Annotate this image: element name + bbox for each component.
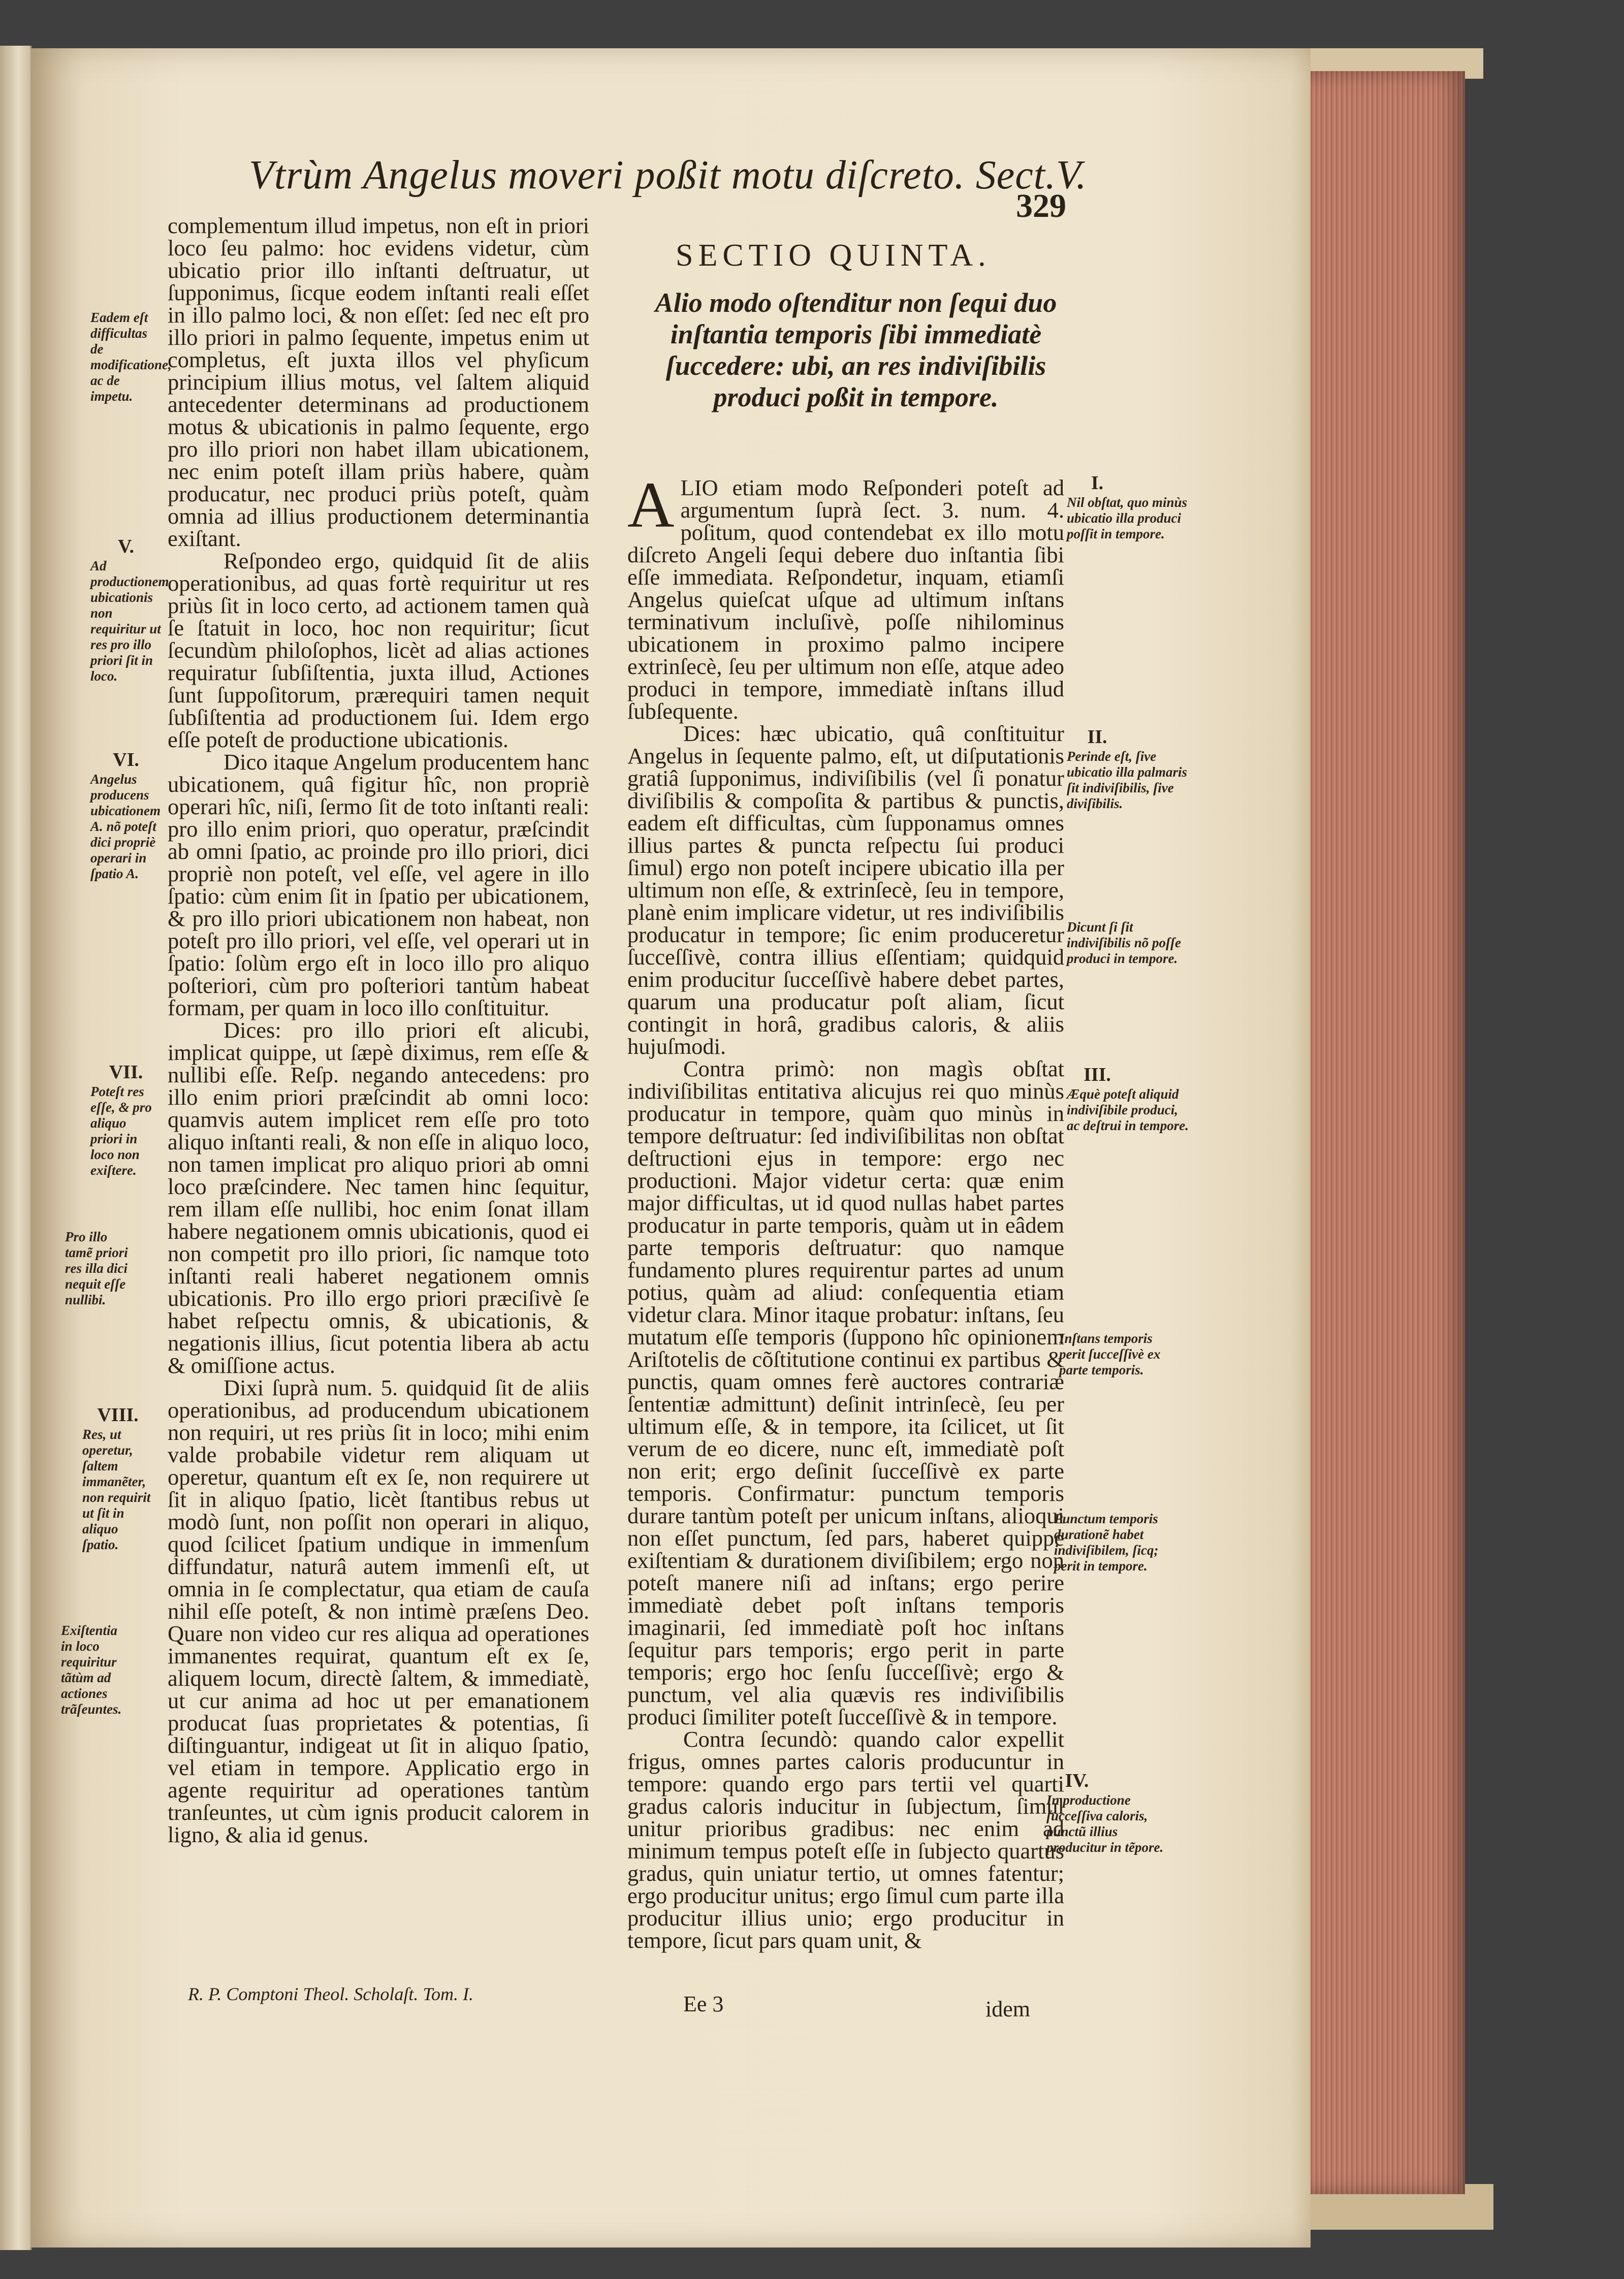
left-marginal-text: Exiſtentia in loco requiritur tãtùm ad actiones trãſeuntes. <box>61 1623 122 1717</box>
left-marginal-number: VII. <box>109 1062 143 1083</box>
right-marginal-note-3 <box>1067 919 1189 967</box>
section-title: SECTIO QUINTA. <box>676 238 991 273</box>
left-marginal-note-3 <box>90 749 162 882</box>
right-marginal-text: Inſtans temporis perit ſucceſſivè ex parte temporis. <box>1059 1331 1161 1377</box>
left-marginal-text: Res, ut operetur, ſaltem immanẽter, non requirit ut ſit in aliquo ſpatio. <box>82 1427 151 1552</box>
running-head: Vtrùm Angelus moveri poßit motu diſcreto. Sect.V. <box>249 153 1087 198</box>
right-marginal-note-7 <box>1046 1770 1168 1855</box>
left-marginal-number: V. <box>117 536 135 557</box>
right-marginal-note-2 <box>1067 726 1189 812</box>
right-paragraph-2: Dices: hæc ubicatio, quâ conſtituitur Angelus in ſequente palmo, eſt, ut diſputationis gratiâ ſupponimus, indiviſibilis (vel ſi ponatur diviſibilis & compoſita & partibus & punctis, eadem eſt difficultas, cùm ſupponamus omnes illius partes & puncta reſpectu ſui produci ſimul) ergo non poteſt incipere ubicatio illa per ultimum non eſſe, & extrinſecè, ſeu in tempore, planè enim implicare videtur, ut res indiviſibilis producatur in tempore; ſic enim produceretur ſucceſſivè, contra illius eſſentiam; quidquid enim producitur ſucceſſivè habere debet partes, quarum una producatur poſt aliam, ſicut contingit in horâ, gradibus caloris, & aliis hujuſmodi. <box>627 721 1064 1059</box>
right-marginal-note-6 <box>1054 1511 1176 1574</box>
left-marginal-number: VIII. <box>97 1404 139 1426</box>
right-marginal-text: Dicunt ſi ſit indiviſibilis nõ poſſe produci in tempore. <box>1067 919 1181 966</box>
left-marginal-note-2 <box>90 536 169 684</box>
left-marginal-text: Angelus producens ubicationem A. nõ poteſt dici propriè operari in ſpatio A. <box>90 772 161 881</box>
right-marginal-note-4 <box>1067 1064 1189 1134</box>
left-paragraph-3: Dico itaque Angelum producentem hanc ubicationem, quâ figitur hîc, non propriè operari hîc, niſi, ſermo ſit de toto inſtanti reali: pro illo enim priori, quo operatur, præſcindit ab omni ſpatio, ac proinde pro illo priori, dici propriè non poteſt, vel eſſe, vel agere in illo ſpatio: cùm enim ſit in ſpatio per ubicationem, & pro illo priori ubicationem non habeat, non poteſt pro illo priori, vel eſſe, vel operari ut in ſpatio: ſolùm ergo eſt in loco illo pro aliquo poſteriori, cùm pro poſteriori tantùm habeat formam, per quam in loco illo conſtituitur. <box>168 749 589 1020</box>
left-marginal-note-7 <box>61 1623 132 1717</box>
right-marginal-note-1 <box>1067 472 1189 542</box>
drop-capital: A <box>627 469 675 541</box>
red-fore-edge <box>1300 71 1465 2194</box>
left-marginal-note-5 <box>65 1229 136 1308</box>
left-marginal-text: Poteſt res eſſe, & pro aliquo priori in loco non exiſtere. <box>90 1084 152 1178</box>
left-marginal-text: Pro illo tamẽ priori res illa dici nequit eſſe nullibi. <box>65 1229 128 1307</box>
catchword: idem <box>985 1997 1030 2021</box>
right-marginal-number: II. <box>1087 726 1107 748</box>
signature-mark: Ee 3 <box>683 1992 724 2016</box>
footer-imprint: R. P. Comptoni Theol. Scholaſt. Tom. I. <box>188 1984 474 2004</box>
right-paragraph-1 <box>627 469 1064 724</box>
left-paragraph-4: Dices: pro illo priori eſt alicubi, implicat quippe, ut ſæpè diximus, rem eſſe & nullibi eſſe. Reſp. negando antecedens: pro illo enim priori præſcindit ab omni loco: quamvis autem implicet rem eſſe pro toto aliquo inſtanti reali, & non eſſe in aliquo loco, non tamen implicat pro aliquo priori ab omni loco præſcindere. Nec tamen hinc ſequitur, rem illam eſſe nullibi, hoc enim ſonat illam habere negationem omnis ubicationis, quod ei non competit pro illo priori, ſic namque toto inſtanti reali haberet negationem omnis ubicationis. Pro illo ergo priori præciſivè ſe habet reſpectu omnis, & ubicationis, & negationis illius, ſicut potentia libera ab actu & omiſſione actus. <box>168 1017 589 1378</box>
right-marginal-number: III. <box>1084 1064 1111 1085</box>
left-marginal-text: Ad productionem ubicationis non requiritur ut res pro illo priori ſit in loco. <box>90 558 169 684</box>
right-marginal-text: Æquè poteſt aliquid indiviſibile produci, ac deſtrui in tempore. <box>1067 1086 1189 1133</box>
left-text-column <box>168 214 589 1846</box>
right-text-column <box>627 469 1064 1953</box>
right-marginal-text: Nil obſtat, quo minùs ubicatio illa produci poſſit in tempore. <box>1067 495 1188 541</box>
left-paragraph-5: Dixi ſuprà num. 5. quidquid ſit de aliis operationibus, ad producendum ubicationem non requiri, ut res priùs ſit in loco; mihi enim valde probabile videtur rem aliquam ut operetur, quantum eſt ex ſe, non requirere ut ſit in aliquo ſpatio, licèt ſtantibus rebus ut modò ſunt, non poſſit non operari in aliquo, quod ſcilicet ſpatium undique in immenſum diffundatur, naturâ autem immenſi eſt, ut omnia in ſe complectatur, qua etiam de cauſa nihil eſſe poteſt, & non intimè præſens Deo. Quare non video cur res aliqua ad operationes immanentes requirat, quantum eſt ex ſe, aliquem locum, directè ſaltem, & immediatè, ut cur anima ad hoc ut per emanationem producat ſuas proprietates & potentias, ſi diſtinguantur, indigeat ut ſit in aliquo ſpatio, vel etiam in tempore. Applicatio ergo in agente requiritur ad operationes tantùm tranſeuntes, ut cùm ignis producit calorem in ligno, & alia id genus. <box>168 1375 589 1847</box>
left-marginal-text: Eadem eſt difficultas de modificatione, ac de impetu. <box>90 310 172 404</box>
section-subtitle: Alio modo oſtenditur non ſequi duo inſtantia temporis ſibi immediatè ſuccedere: ubi, an res indiviſibilis produci poßit in tempore. <box>655 287 1057 412</box>
right-marginal-number: IV. <box>1065 1770 1089 1791</box>
left-paragraph-1: complementum illud impetus, non eſt in priori loco ſeu palmo: hoc evidens videtur, cùm ubicatio prior illo inſtanti deſtruatur, ut ſupponimus, ſicque eodem inſtanti reali eſſet in illo palmo loci, & non eſſet: ſed nec eſt pro illo priori in palmo ſequente, impetus enim ut completus, eſt juxta illos vel phyſicum principium illius motus, vel ſaltem aliquid antecedenter determinans ad productionem motus & ubicationis in palmo ſequente, ergo pro illo priori non habet illam ubicationem, nec enim poteſt illam priùs habere, quàm producatur, nec produci priùs poteſt, quàm omnia ad illius productionem determinantia exiſtant. <box>168 213 589 551</box>
right-marginal-note-5 <box>1059 1331 1181 1378</box>
right-paragraph-3: Contra primò: non magìs obſtat indiviſibilitas entitativa alicujus rei quo minùs producatur in tempore, quàm quo minùs in tempore deſtruatur: ſed indiviſibilitas non obſtat deſtructioni ejus in tempore: ergo nec productioni. Major videtur certa: quæ enim major difficultas, ut id quod nullas habet partes producatur in parte temporis, quàm ut in eâdem parte temporis deſtruatur: quo namque fundamento plures requirentur partes ad unum potius, quàm ad aliud: conſequentia etiam videtur clara. Minor itaque probatur: inſtans, ſeu mutatum eſſe temporis (ſuppono hîc opinionem Ariſtotelis de cõſtitutione continui ex partibus & punctis, quam omnes ferè auctores contrariæ ſententiæ admittunt) deſinit intrinſecè, ſeu per ultimum eſſe, & in tempore, ita ſcilicet, ut ſit verum de eo dicere, nunc eſt, immediatè poſt non erit; ergo deſinit ſucceſſivè ex parte temporis. Confirmatur: punctum temporis durare tantùm poteſt per unicum inſtans, alioqui non eſſet punctum, ſed pars, haberet quippe exiſtentiam & durationem diviſibilem; ergo non poteſt manere niſi ad inſtans; ergo perire immediatè debet poſt inſtans temporis imaginarii, ſed immediatè poſt hoc inſtans ſequitur pars temporis; ergo perit in parte temporis; ergo hoc ſenſu ſucceſſivè; ergo & punctum, vel alia quævis res indiviſibilis produci ſimiliter poteſt ſucceſſivè & in tempore. <box>627 1056 1064 1729</box>
right-marginal-text: Perinde eſt, ſive ubicatio illa palmaris ſit indiviſibilis, ſive diviſibilis. <box>1067 749 1188 811</box>
page-number: 329 <box>1016 187 1066 224</box>
right-paragraph-4: Contra ſecundò: quando calor expellit frigus, omnes partes caloris producuntur in tempore: quando ergo pars tertii vel quarti gradus caloris inducitur in ſubjectum, ſimul unitur prioribus gradibus: nec enim ad minimum tempus poteſt eſſe in ſubjecto quartus gradus, quin uniatur tertio, ut omnes fatentur; ergo producitur unitus; ergo ſimul cum parte illa producitur illius unio; ergo producitur in tempore, ſicut pars quam unit, & <box>627 1726 1064 1953</box>
left-marginal-note-1 <box>90 310 172 404</box>
right-paragraph-1-text: LIO etiam modo Reſponderi poteſt ad argumentum ſuprà ſect. 3. num. 4. poſitum, quod contendebat ex illo motu diſcreto Angeli ſequi debere duo inſtantia ſibi eſſe immediata. Reſpondetur, inquam, etiamſi Angelus quieſcat uſque ad ultimum inſtans terminativum incluſivè, poſſe nihilominus ubicationem in proximo palmo incipere extrinſecè, ſeu per ultimum non eſſe, atque adeo produci in tempore, immediatè inſtans illud ſubſequente. <box>627 475 1064 724</box>
left-marginal-note-4 <box>90 1062 162 1178</box>
right-marginal-text: Punctum temporis durationẽ habet indiviſibilem, ſicq; perit in tempore. <box>1054 1511 1159 1574</box>
left-marginal-note-6 <box>82 1404 153 1553</box>
right-marginal-text: In productione ſucceſſiva caloris, punctũ illius producitur in tẽpore. <box>1046 1792 1164 1855</box>
left-marginal-number: VI. <box>113 749 139 771</box>
left-paragraph-2: Reſpondeo ergo, quidquid ſit de aliis operationibus, ad quas fortè requiritur ut res priùs ſit in loco certo, ad actionem tamen quà ſe ſtatuit in loco, hoc non requiritur; ſicut ſecundùm philoſophos, licèt ad alias actiones requiratur ſubſiſtentia, juxta illud, Actiones ſunt ſuppoſitorum, prærequiri tamen nequit ſubſiſtentia ad productionem ſui. Idem ergo eſſe poteſt de productione ubicationis. <box>168 548 589 752</box>
right-marginal-number: I. <box>1091 472 1104 494</box>
facing-page-edge <box>0 46 32 2250</box>
